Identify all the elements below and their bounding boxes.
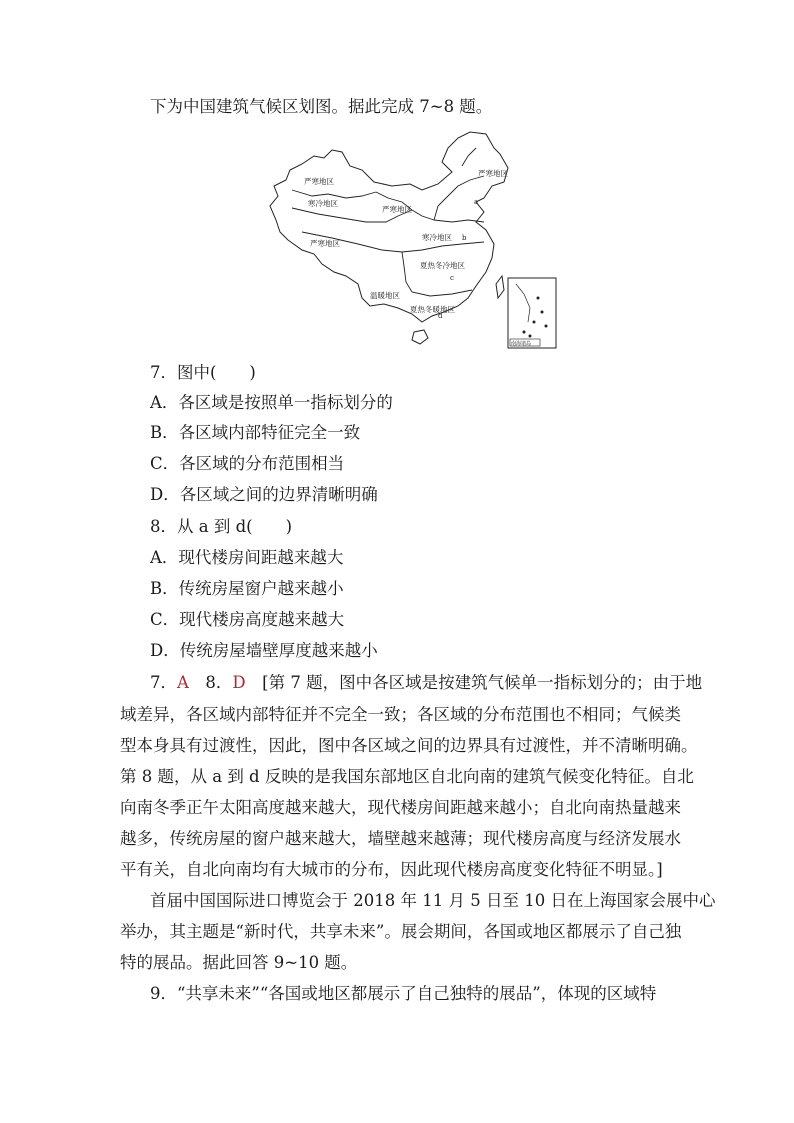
explanation-line: 平有关，自北向南均有大城市的分布，因此现代楼房高度变化特征不明显。] <box>120 860 663 879</box>
expo-paragraph-line: 举办，其主题是“新时代，共享未来”。展会期间，各国或地区都展示了自己独 <box>120 922 682 941</box>
zone-boundary <box>402 252 472 296</box>
taiwan-island <box>496 276 504 298</box>
zone-boundary <box>292 190 376 198</box>
intro-text: 下为中国建筑气候区划图。据此完成 7~8 题。 <box>150 97 493 116</box>
answer-first-line <box>150 672 702 694</box>
zone-boundary <box>462 148 476 166</box>
answer-num-7: 7． <box>150 673 177 692</box>
q7-option-b: B．各区域内部特征完全一致 <box>150 423 361 442</box>
expo-paragraph-line: 特的展品。据此回答 9~10 题。 <box>120 953 358 972</box>
q7-stem: 7．图中( ) <box>150 363 256 382</box>
q7-option-d: D．各区域之间的边界清晰明确 <box>150 485 378 504</box>
map-label: 寒冷地区 <box>422 233 452 242</box>
map-label: 夏热冬暖地区 <box>410 305 455 314</box>
explanation-line: 越多，传统房屋的窗户越来越大，墙壁越来越薄；现代楼房高度与经济发展水 <box>120 829 681 848</box>
expo-paragraph-line: 首届中国国际进口博览会于 2018 年 11 月 5 日至 10 日在上海国家会展中心 <box>150 891 716 910</box>
explanation-line: 第 8 题，从 a 到 d 反映的是我国东部地区自北向南的建筑气候变化特征。自北 <box>120 767 694 786</box>
hainan-island <box>412 330 428 344</box>
map-label: 夏热冬冷地区 <box>420 261 465 270</box>
explanation-line: 向南冬季正午太阳高度越来越大，现代楼房间距越来越小；自北向南热量越来 <box>120 798 681 817</box>
q8-option-c: C．现代楼房高度越来越大 <box>150 610 345 629</box>
answer-num-8: 8． <box>205 673 233 692</box>
map-label: 温暖地区 <box>370 291 400 300</box>
map-letter-b: b <box>462 234 467 242</box>
map-letter-a: a <box>474 198 479 206</box>
map-label: 严寒地区 <box>310 239 340 248</box>
q8-option-d: D．传统房屋墙壁厚度越来越小 <box>150 641 378 660</box>
map-letter-c: c <box>450 274 454 282</box>
explanation-line: [第 7 题，图中各区域是按建筑气候单一指标划分的；由于地 <box>262 673 703 692</box>
map-label: 严寒地区 <box>478 169 508 178</box>
q7-option-c: C．各区域的分布范围相当 <box>150 454 345 473</box>
map-letter-d: d <box>438 312 443 320</box>
q8-option-b: B．传统房屋窗户越来越小 <box>150 579 344 598</box>
q9-stem: 9．“共享未来”“各国或地区都展示了自己独特的展品”，体现的区域特 <box>150 984 657 1003</box>
answer-7: A <box>177 673 189 692</box>
explanation-line: 域差异，各区域内部特征并不完全一致；各区域的分布范围也不相同；气候类 <box>120 705 681 724</box>
map-label: 寒冷地区 <box>308 199 338 208</box>
map-label: 严寒地区 <box>382 205 412 214</box>
map-label: 严寒地区 <box>304 177 334 186</box>
answer-8: D <box>232 673 246 692</box>
q7-option-a: A．各区域是按照单一指标划分的 <box>150 393 393 412</box>
explanation-line: 型本身具有过渡性，因此，图中各区域之间的边界具有过渡性，并不清晰明确。 <box>120 736 698 755</box>
south-sea-inset <box>508 278 556 348</box>
inset-label: 南海诸岛 <box>511 341 532 347</box>
q8-option-a: A．现代楼房间距越来越大 <box>150 548 344 567</box>
q8-stem: 8．从 a 到 d( ) <box>150 517 293 536</box>
china-climate-zoning-map <box>262 126 562 350</box>
